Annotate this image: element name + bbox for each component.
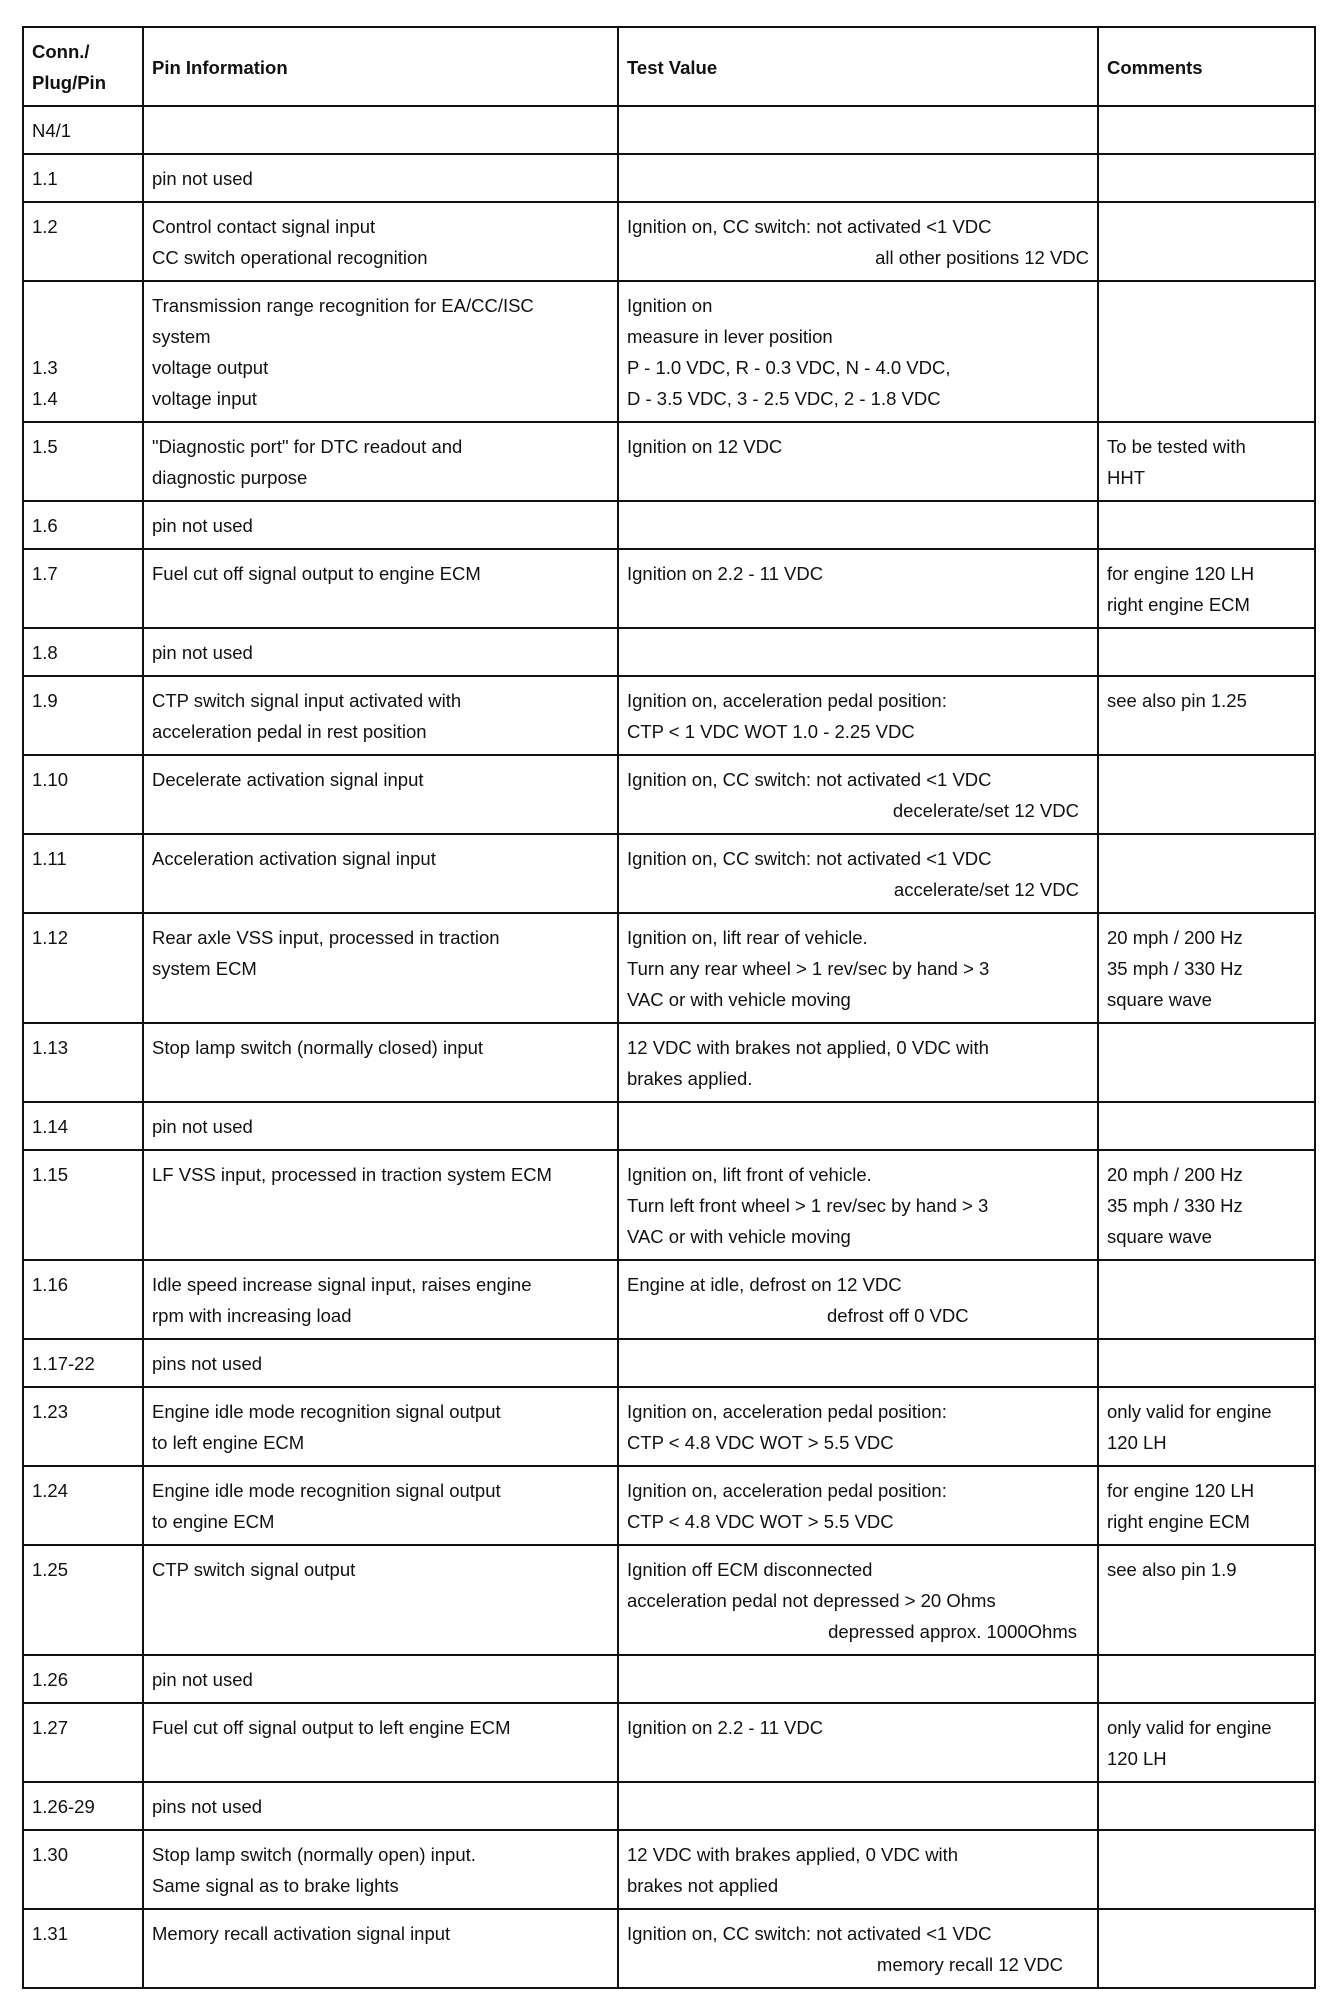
test-value-line: VAC or with vehicle moving bbox=[627, 1226, 851, 1247]
pin-information-cell bbox=[143, 1260, 618, 1339]
comments-cell bbox=[1098, 1150, 1315, 1260]
test-value-line: Ignition off ECM disconnected bbox=[627, 1559, 873, 1580]
pin-information-cell bbox=[143, 422, 618, 501]
test-value-cell bbox=[618, 1909, 1098, 1988]
header-conn-plug-pin bbox=[23, 27, 143, 106]
test-value-cell bbox=[618, 1782, 1098, 1830]
table-row bbox=[23, 1387, 1315, 1466]
pin-cell bbox=[23, 1545, 143, 1655]
table-row bbox=[23, 154, 1315, 202]
pin-information-line: Transmission range recognition for EA/CC/ISC bbox=[152, 295, 534, 316]
pin-line: 1.30 bbox=[32, 1844, 69, 1865]
test-value-line: 12 VDC with brakes not applied, 0 VDC with bbox=[627, 1037, 989, 1058]
test-value-cell bbox=[618, 913, 1098, 1023]
comments-cell bbox=[1098, 628, 1315, 676]
pin-cell bbox=[23, 1909, 143, 1988]
table-row bbox=[23, 1655, 1315, 1703]
comments-line: only valid for engine bbox=[1107, 1401, 1272, 1422]
pin-information-cell bbox=[143, 1023, 618, 1102]
pin-information-line: Memory recall activation signal input bbox=[152, 1923, 451, 1944]
pin-information-cell bbox=[143, 281, 618, 422]
test-value-cell bbox=[618, 1150, 1098, 1260]
comments-line: 120 LH bbox=[1107, 1432, 1167, 1453]
table-body bbox=[23, 106, 1315, 1988]
comments-line: right engine ECM bbox=[1107, 1511, 1250, 1532]
test-value-cell bbox=[618, 1023, 1098, 1102]
comments-cell bbox=[1098, 1260, 1315, 1339]
test-value-line: CTP < 4.8 VDC WOT > 5.5 VDC bbox=[627, 1511, 894, 1532]
comments-line: 20 mph / 200 Hz bbox=[1107, 1164, 1243, 1185]
comments-cell bbox=[1098, 106, 1315, 154]
pin-line: 1.27 bbox=[32, 1717, 69, 1738]
table-row bbox=[23, 834, 1315, 913]
comments-cell bbox=[1098, 1830, 1315, 1909]
comments-cell bbox=[1098, 1339, 1315, 1387]
pin-information-cell bbox=[143, 1102, 618, 1150]
table-row bbox=[23, 755, 1315, 834]
pin-line: 1.16 bbox=[32, 1274, 69, 1295]
table-row bbox=[23, 1545, 1315, 1655]
pin-line bbox=[32, 290, 134, 321]
comments-line: right engine ECM bbox=[1107, 594, 1250, 615]
pin-line: 1.8 bbox=[32, 642, 58, 663]
header-line: Plug/Pin bbox=[32, 72, 106, 93]
pin-cell bbox=[23, 1150, 143, 1260]
pin-cell bbox=[23, 1782, 143, 1830]
pin-cell bbox=[23, 1339, 143, 1387]
pin-information-line: pin not used bbox=[152, 168, 253, 189]
test-value-line: Ignition on, CC switch: not activated <1 VDC bbox=[627, 848, 992, 869]
test-value-line: all other positions 12 VDC bbox=[875, 247, 1089, 268]
pin-information-line: to engine ECM bbox=[152, 1511, 275, 1532]
test-value-cell bbox=[618, 501, 1098, 549]
pin-cell bbox=[23, 1023, 143, 1102]
pin-information-line: diagnostic purpose bbox=[152, 467, 308, 488]
table-row bbox=[23, 1023, 1315, 1102]
test-value-line: Ignition on 12 VDC bbox=[627, 436, 783, 457]
pin-line: 1.23 bbox=[32, 1401, 69, 1422]
pin-information-cell bbox=[143, 1703, 618, 1782]
pin-information-line: voltage input bbox=[152, 388, 257, 409]
pin-information-line: "Diagnostic port" for DTC readout and bbox=[152, 436, 463, 457]
pin-cell bbox=[23, 202, 143, 281]
comments-cell bbox=[1098, 1466, 1315, 1545]
pin-line: 1.15 bbox=[32, 1164, 69, 1185]
pin-line: 1.13 bbox=[32, 1037, 69, 1058]
comments-line: 35 mph / 330 Hz bbox=[1107, 1195, 1243, 1216]
pin-line bbox=[32, 321, 134, 352]
pin-cell bbox=[23, 755, 143, 834]
test-value-cell bbox=[618, 1102, 1098, 1150]
pin-cell bbox=[23, 501, 143, 549]
test-value-cell bbox=[618, 281, 1098, 422]
test-value-cell bbox=[618, 106, 1098, 154]
pin-information-line: pins not used bbox=[152, 1353, 263, 1374]
test-value-line: 12 VDC with brakes applied, 0 VDC with bbox=[627, 1844, 959, 1865]
test-value-line: Ignition on, CC switch: not activated <1 VDC bbox=[627, 1923, 992, 1944]
pin-information-cell bbox=[143, 1339, 618, 1387]
test-value-cell bbox=[618, 676, 1098, 755]
test-value-line: acceleration pedal not depressed > 20 Ohms bbox=[627, 1590, 996, 1611]
pin-line: 1.31 bbox=[32, 1923, 69, 1944]
comments-line: only valid for engine bbox=[1107, 1717, 1272, 1738]
test-value-cell bbox=[618, 1703, 1098, 1782]
pin-line: 1.2 bbox=[32, 216, 58, 237]
pin-information-line: voltage output bbox=[152, 357, 269, 378]
pin-line: 1.1 bbox=[32, 168, 58, 189]
pin-line: 1.26-29 bbox=[32, 1796, 95, 1817]
test-value-line: Ignition on, acceleration pedal position: bbox=[627, 1401, 947, 1422]
pin-cell bbox=[23, 549, 143, 628]
pin-information-cell bbox=[143, 154, 618, 202]
pin-line: 1.5 bbox=[32, 436, 58, 457]
test-value-line: decelerate/set 12 VDC bbox=[892, 800, 1079, 821]
pin-cell bbox=[23, 422, 143, 501]
pin-cell bbox=[23, 628, 143, 676]
pin-information-line: pin not used bbox=[152, 642, 253, 663]
test-value-cell bbox=[618, 1466, 1098, 1545]
pin-line: 1.6 bbox=[32, 515, 58, 536]
comments-cell bbox=[1098, 1782, 1315, 1830]
comments-line: To be tested with bbox=[1107, 436, 1246, 457]
pin-information-cell bbox=[143, 1782, 618, 1830]
test-value-line: Ignition on 2.2 - 11 VDC bbox=[627, 563, 824, 584]
pin-information-line: rpm with increasing load bbox=[152, 1305, 352, 1326]
pin-line: 1.17-22 bbox=[32, 1353, 95, 1374]
test-value-cell bbox=[618, 422, 1098, 501]
pin-information-cell bbox=[143, 1909, 618, 1988]
comments-cell bbox=[1098, 281, 1315, 422]
pin-information-cell bbox=[143, 549, 618, 628]
pin-information-line: Idle speed increase signal input, raises engine bbox=[152, 1274, 532, 1295]
test-value-line: Ignition on, lift rear of vehicle. bbox=[627, 927, 868, 948]
comments-line: 120 LH bbox=[1107, 1748, 1167, 1769]
table-row bbox=[23, 1102, 1315, 1150]
comments-line: HHT bbox=[1107, 467, 1146, 488]
pin-information-cell bbox=[143, 1387, 618, 1466]
pin-information-cell bbox=[143, 1150, 618, 1260]
header-pin-information: Pin Information bbox=[143, 27, 618, 106]
comments-line: see also pin 1.9 bbox=[1107, 1559, 1237, 1580]
comments-cell bbox=[1098, 1909, 1315, 1988]
test-value-line: Turn any rear wheel > 1 rev/sec by hand > 3 bbox=[627, 958, 990, 979]
pin-information-table bbox=[22, 26, 1316, 1989]
pin-information-cell bbox=[143, 1830, 618, 1909]
test-value-cell bbox=[618, 834, 1098, 913]
pin-cell bbox=[23, 281, 143, 422]
pin-information-cell bbox=[143, 1545, 618, 1655]
table-row bbox=[23, 1703, 1315, 1782]
pin-information-line: system ECM bbox=[152, 958, 257, 979]
pin-information-line: Acceleration activation signal input bbox=[152, 848, 436, 869]
test-value-line: CTP < 1 VDC WOT 1.0 - 2.25 VDC bbox=[627, 721, 915, 742]
header-row bbox=[23, 27, 1315, 106]
table-row bbox=[23, 422, 1315, 501]
comments-cell bbox=[1098, 1023, 1315, 1102]
pin-information-line: CC switch operational recognition bbox=[152, 247, 428, 268]
pin-information-line: Fuel cut off signal output to engine ECM bbox=[152, 563, 481, 584]
pin-information-cell bbox=[143, 834, 618, 913]
pin-information-line: Same signal as to brake lights bbox=[152, 1875, 399, 1896]
pin-information-cell bbox=[143, 676, 618, 755]
test-value-line: Turn left front wheel > 1 rev/sec by hand > 3 bbox=[627, 1195, 989, 1216]
test-value-line: Ignition on 2.2 - 11 VDC bbox=[627, 1717, 824, 1738]
pin-line: 1.24 bbox=[32, 1480, 69, 1501]
test-value-line: D - 3.5 VDC, 3 - 2.5 VDC, 2 - 1.8 VDC bbox=[627, 388, 941, 409]
pin-line: 1.10 bbox=[32, 769, 69, 790]
test-value-cell bbox=[618, 628, 1098, 676]
test-value-line: defrost off 0 VDC bbox=[827, 1305, 969, 1326]
table-row bbox=[23, 501, 1315, 549]
comments-cell bbox=[1098, 913, 1315, 1023]
pin-information-line: system bbox=[152, 326, 211, 347]
table-row bbox=[23, 106, 1315, 154]
pin-information-cell bbox=[143, 202, 618, 281]
header-test-value: Test Value bbox=[618, 27, 1098, 106]
comments-cell bbox=[1098, 202, 1315, 281]
comments-line: 20 mph / 200 Hz bbox=[1107, 927, 1243, 948]
pin-information-line: Rear axle VSS input, processed in traction bbox=[152, 927, 500, 948]
test-value-line: depressed approx. 1000Ohms bbox=[828, 1621, 1077, 1642]
test-value-cell bbox=[618, 202, 1098, 281]
pin-cell bbox=[23, 1260, 143, 1339]
pin-information-cell bbox=[143, 913, 618, 1023]
pin-information-cell bbox=[143, 755, 618, 834]
test-value-line: memory recall 12 VDC bbox=[876, 1954, 1063, 1975]
pin-line: 1.26 bbox=[32, 1669, 69, 1690]
pin-line: 1.4 bbox=[32, 388, 58, 409]
pin-information-line: pin not used bbox=[152, 515, 253, 536]
test-value-cell bbox=[618, 1339, 1098, 1387]
test-value-line: Ignition on bbox=[627, 295, 713, 316]
table-row bbox=[23, 1339, 1315, 1387]
test-value-line: measure in lever position bbox=[627, 326, 833, 347]
pin-cell bbox=[23, 913, 143, 1023]
test-value-cell bbox=[618, 549, 1098, 628]
table-row bbox=[23, 1782, 1315, 1830]
test-value-line: P - 1.0 VDC, R - 0.3 VDC, N - 4.0 VDC, bbox=[627, 357, 951, 378]
comments-cell bbox=[1098, 1102, 1315, 1150]
pin-line: 1.9 bbox=[32, 690, 58, 711]
pin-cell bbox=[23, 1655, 143, 1703]
table-row bbox=[23, 913, 1315, 1023]
pin-information-cell bbox=[143, 501, 618, 549]
table-row bbox=[23, 1150, 1315, 1260]
test-value-line: Ignition on, lift front of vehicle. bbox=[627, 1164, 872, 1185]
comments-cell bbox=[1098, 755, 1315, 834]
pin-information-line: Stop lamp switch (normally open) input. bbox=[152, 1844, 476, 1865]
test-value-line: Ignition on, CC switch: not activated <1 VDC bbox=[627, 769, 992, 790]
header-line: Conn./ bbox=[32, 41, 90, 62]
comments-line: for engine 120 LH bbox=[1107, 563, 1255, 584]
table-row bbox=[23, 1466, 1315, 1545]
pin-line: 1.14 bbox=[32, 1116, 69, 1137]
test-value-line: Ignition on, acceleration pedal position: bbox=[627, 690, 947, 711]
pin-line: 1.3 bbox=[32, 357, 58, 378]
pin-information-line: Engine idle mode recognition signal output bbox=[152, 1401, 501, 1422]
pin-line: 1.25 bbox=[32, 1559, 69, 1580]
comments-cell bbox=[1098, 1545, 1315, 1655]
table-row bbox=[23, 202, 1315, 281]
comments-cell bbox=[1098, 1655, 1315, 1703]
pin-cell bbox=[23, 834, 143, 913]
pin-line: 1.7 bbox=[32, 563, 58, 584]
pin-information-cell bbox=[143, 1655, 618, 1703]
table-row bbox=[23, 281, 1315, 422]
pin-information-line: pins not used bbox=[152, 1796, 263, 1817]
pin-cell bbox=[23, 676, 143, 755]
test-value-line: accelerate/set 12 VDC bbox=[893, 879, 1079, 900]
comments-cell bbox=[1098, 501, 1315, 549]
table-row bbox=[23, 1830, 1315, 1909]
pin-cell bbox=[23, 154, 143, 202]
comments-line: square wave bbox=[1107, 989, 1212, 1010]
test-value-line: Ignition on, acceleration pedal position: bbox=[627, 1480, 947, 1501]
pin-information-line: pin not used bbox=[152, 1669, 253, 1690]
pin-cell bbox=[23, 1703, 143, 1782]
comments-cell bbox=[1098, 549, 1315, 628]
test-value-line: Ignition on, CC switch: not activated <1 VDC bbox=[627, 216, 992, 237]
pin-information-line: Fuel cut off signal output to left engine ECM bbox=[152, 1717, 511, 1738]
pin-information-line: LF VSS input, processed in traction system ECM bbox=[152, 1164, 552, 1185]
pin-cell bbox=[23, 1387, 143, 1466]
pin-information-line: pin not used bbox=[152, 1116, 253, 1137]
test-value-cell bbox=[618, 1830, 1098, 1909]
pin-information-cell bbox=[143, 1466, 618, 1545]
test-value-cell bbox=[618, 1545, 1098, 1655]
comments-cell bbox=[1098, 1703, 1315, 1782]
comments-cell bbox=[1098, 1387, 1315, 1466]
pin-information-line: Control contact signal input bbox=[152, 216, 376, 237]
pin-cell bbox=[23, 1466, 143, 1545]
test-value-line: brakes applied. bbox=[627, 1068, 753, 1089]
header-comments: Comments bbox=[1098, 27, 1315, 106]
pin-information-line: CTP switch signal output bbox=[152, 1559, 356, 1580]
comments-cell bbox=[1098, 154, 1315, 202]
pin-line: 1.12 bbox=[32, 927, 69, 948]
test-value-line: brakes not applied bbox=[627, 1875, 779, 1896]
comments-line: square wave bbox=[1107, 1226, 1212, 1247]
test-value-cell bbox=[618, 1387, 1098, 1466]
pin-information-cell bbox=[143, 628, 618, 676]
pin-line: 1.11 bbox=[32, 848, 67, 869]
table-row bbox=[23, 676, 1315, 755]
pin-information-line: acceleration pedal in rest position bbox=[152, 721, 427, 742]
pin-information-line: CTP switch signal input activated with bbox=[152, 690, 462, 711]
test-value-line: VAC or with vehicle moving bbox=[627, 989, 851, 1010]
test-value-cell bbox=[618, 755, 1098, 834]
pin-cell bbox=[23, 1830, 143, 1909]
pin-information-cell bbox=[143, 106, 618, 154]
test-value-cell bbox=[618, 1655, 1098, 1703]
comments-cell bbox=[1098, 834, 1315, 913]
pin-information-line: to left engine ECM bbox=[152, 1432, 305, 1453]
test-value-line: CTP < 4.8 VDC WOT > 5.5 VDC bbox=[627, 1432, 894, 1453]
comments-cell bbox=[1098, 422, 1315, 501]
test-value-cell bbox=[618, 154, 1098, 202]
table-row bbox=[23, 1909, 1315, 1988]
comments-line: see also pin 1.25 bbox=[1107, 690, 1247, 711]
comments-cell bbox=[1098, 676, 1315, 755]
comments-line: for engine 120 LH bbox=[1107, 1480, 1255, 1501]
pin-cell bbox=[23, 106, 143, 154]
table-row bbox=[23, 1260, 1315, 1339]
table-row bbox=[23, 628, 1315, 676]
pin-information-line: Stop lamp switch (normally closed) input bbox=[152, 1037, 484, 1058]
pin-line: N4/1 bbox=[32, 120, 72, 141]
test-value-cell bbox=[618, 1260, 1098, 1339]
pin-cell bbox=[23, 1102, 143, 1150]
table-row bbox=[23, 549, 1315, 628]
test-value-line: Engine at idle, defrost on 12 VDC bbox=[627, 1274, 902, 1295]
pin-information-line: Engine idle mode recognition signal output bbox=[152, 1480, 501, 1501]
comments-line: 35 mph / 330 Hz bbox=[1107, 958, 1243, 979]
pin-information-line: Decelerate activation signal input bbox=[152, 769, 424, 790]
